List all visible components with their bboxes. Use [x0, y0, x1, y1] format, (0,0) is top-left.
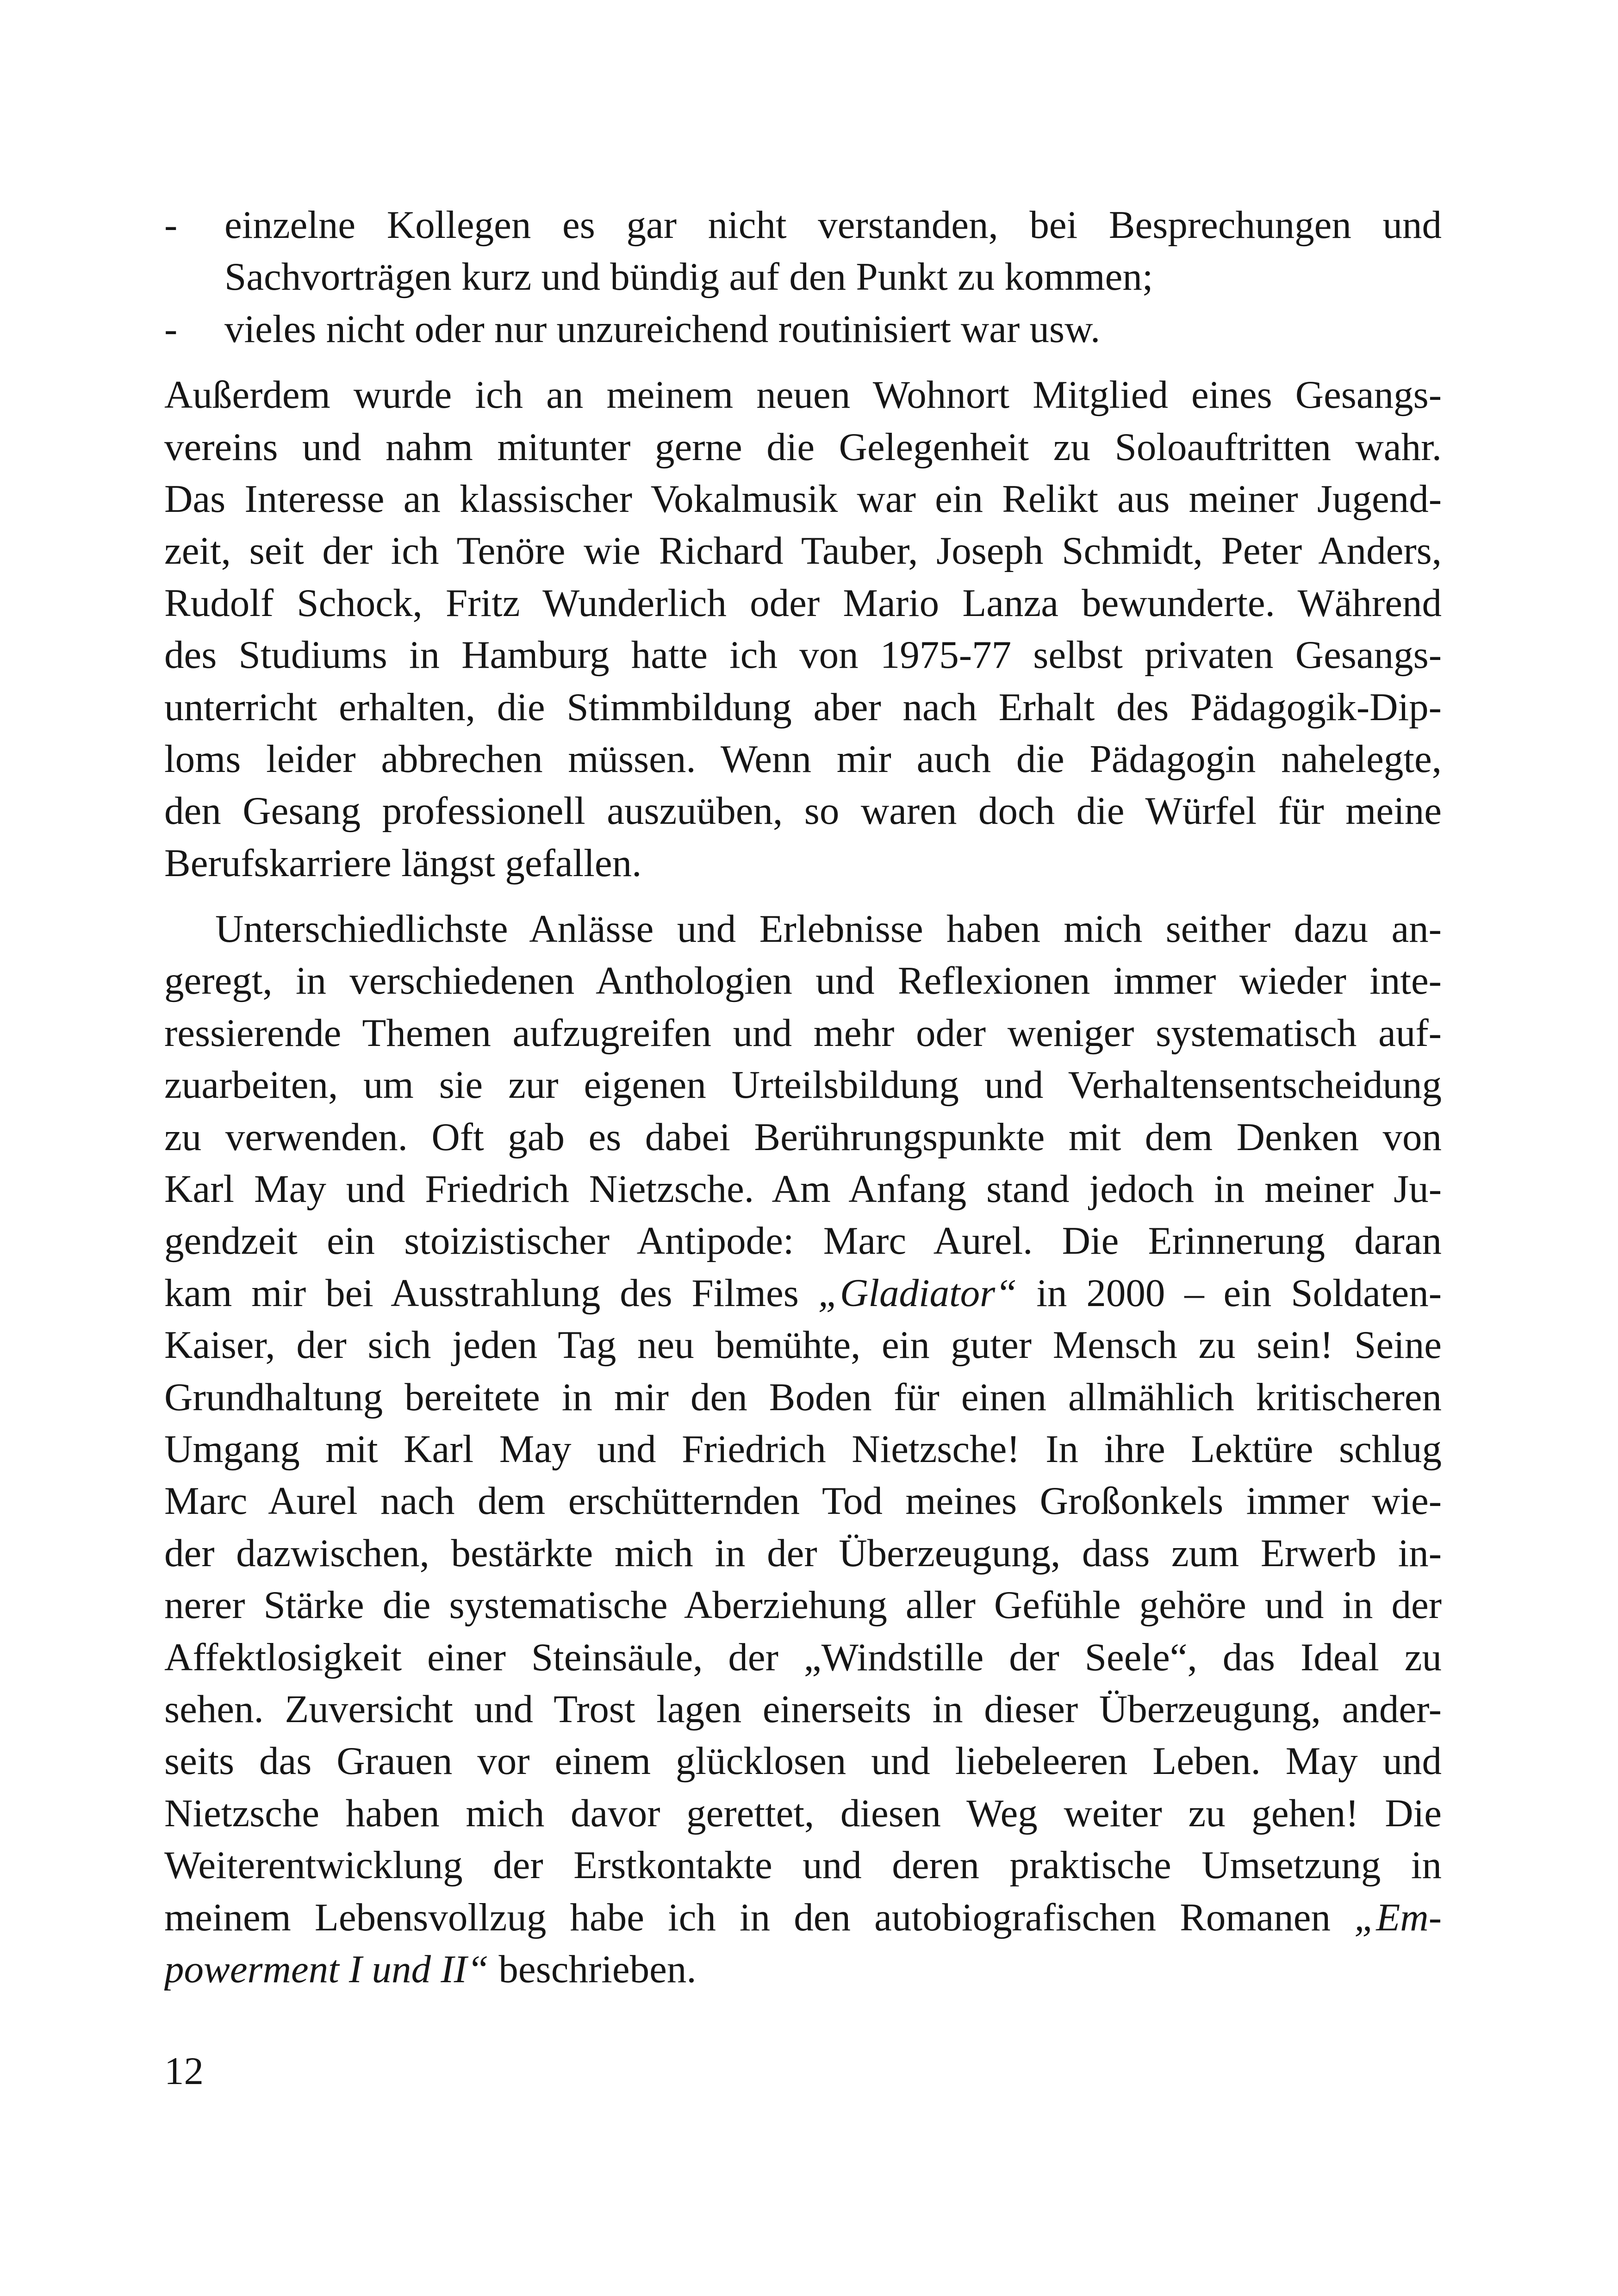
- text-line: nerer Stärke die systematische Aberziehung aller Gefühle gehöre und in der: [164, 1583, 1442, 1627]
- text-line: Marc Aurel nach dem erschütternden Tod meines Großonkels immer wie-: [164, 1479, 1442, 1523]
- text-line: zuarbeiten, um sie zur eigenen Urteilsbildung und Verhaltensentscheidung: [164, 1063, 1442, 1107]
- bullet-list: [164, 199, 1442, 355]
- list-item: [164, 303, 1442, 355]
- text-line: den Gesang professionell auszuüben, so waren doch die Würfel für meine: [164, 789, 1442, 833]
- text-line: [164, 1892, 1442, 1943]
- text-line: Affektlosigkeit einer Steinsäule, der „Windstille der Seele“, das Ideal zu: [164, 1635, 1442, 1679]
- text-line: Berufskarriere längst gefallen.: [164, 841, 642, 885]
- list-item: [164, 199, 1442, 303]
- text-line: der dazwischen, bestärkte mich in der Überzeugung, dass zum Erwerb in-: [164, 1531, 1442, 1575]
- text-run: kam mir bei Ausstrahlung des Filmes: [164, 1271, 818, 1315]
- text-run: meinem Lebensvollzug habe ich in den autobiografischen Romanen: [164, 1895, 1355, 1939]
- text-line: Unterschiedlichste Anlässe und Erlebnisse haben mich seither dazu an-: [215, 907, 1442, 951]
- text-line: loms leider abbrechen müssen. Wenn mir auch die Pädagogin nahelegte,: [164, 737, 1442, 781]
- text-line: Umgang mit Karl May und Friedrich Nietzsche! In ihre Lektüre schlug: [164, 1427, 1442, 1471]
- dash-bullet: -: [164, 307, 178, 351]
- paragraph: [164, 903, 1442, 1995]
- body-text: [164, 199, 1442, 1995]
- text-line: Kaiser, der sich jeden Tag neu bemühte, ein guter Mensch zu sein! Seine: [164, 1323, 1442, 1367]
- text-run: in 2000 – ein Soldaten-: [1017, 1271, 1442, 1315]
- text-line: sehen. Zuversicht und Trost lagen einerseits in dieser Überzeugung, ander-: [164, 1687, 1442, 1731]
- text-line: Das Interesse an klassischer Vokalmusik war ein Relikt aus meiner Jugend-: [164, 477, 1442, 521]
- text-line: geregt, in verschiedenen Anthologien und Reflexionen immer wieder inte-: [164, 959, 1442, 1003]
- text-line: einzelne Kollegen es gar nicht verstanden, bei Besprechungen und: [224, 203, 1442, 247]
- text-line: gendzeit ein stoizistischer Antipode: Marc Aurel. Die Erinnerung daran: [164, 1219, 1442, 1263]
- text-line: ressierende Themen aufzugreifen und mehr oder weniger systematisch auf-: [164, 1011, 1442, 1055]
- film-title: „Gladiator“: [818, 1271, 1017, 1315]
- text-line: seits das Grauen vor einem glücklosen und liebeleeren Leben. May und: [164, 1739, 1442, 1783]
- book-title: powerment I und II“: [164, 1947, 489, 1991]
- paragraph: [164, 369, 1442, 889]
- dash-bullet: -: [164, 203, 178, 247]
- text-line: Sachvorträgen kurz und bündig auf den Punkt zu kommen;: [224, 255, 1153, 299]
- text-line: Weiterentwicklung der Erstkontakte und deren praktische Umsetzung in: [164, 1843, 1442, 1887]
- text-line: unterricht erhalten, die Stimmbildung aber nach Erhalt des Pädagogik-Dip-: [164, 685, 1442, 729]
- text-line: zu verwenden. Oft gab es dabei Berührungspunkte mit dem Denken von: [164, 1115, 1442, 1159]
- text-line: [164, 1943, 1442, 1995]
- text-line: Nietzsche haben mich davor gerettet, diesen Weg weiter zu gehen! Die: [164, 1791, 1442, 1835]
- text-line: Außerdem wurde ich an meinem neuen Wohnort Mitglied eines Gesangs-: [164, 373, 1442, 417]
- text-line: [164, 1267, 1442, 1319]
- page-number: 12: [164, 2049, 204, 2093]
- text-line: Grundhaltung bereitete in mir den Boden für einen allmählich kritischeren: [164, 1375, 1442, 1419]
- text-line: vereins und nahm mitunter gerne die Gelegenheit zu Soloauftritten wahr.: [164, 425, 1442, 469]
- text-run: beschrieben.: [489, 1947, 697, 1991]
- text-line: Rudolf Schock, Fritz Wunderlich oder Mario Lanza bewunderte. Während: [164, 581, 1442, 625]
- text-line: vieles nicht oder nur unzureichend routinisiert war usw.: [224, 307, 1101, 351]
- text-line: Karl May und Friedrich Nietzsche. Am Anfang stand jedoch in meiner Ju-: [164, 1167, 1442, 1211]
- book-title: „Em-: [1354, 1895, 1442, 1939]
- text-line: zeit, seit der ich Tenöre wie Richard Tauber, Joseph Schmidt, Peter Anders,: [164, 529, 1442, 573]
- text-line: des Studiums in Hamburg hatte ich von 1975-77 selbst privaten Gesangs-: [164, 633, 1442, 677]
